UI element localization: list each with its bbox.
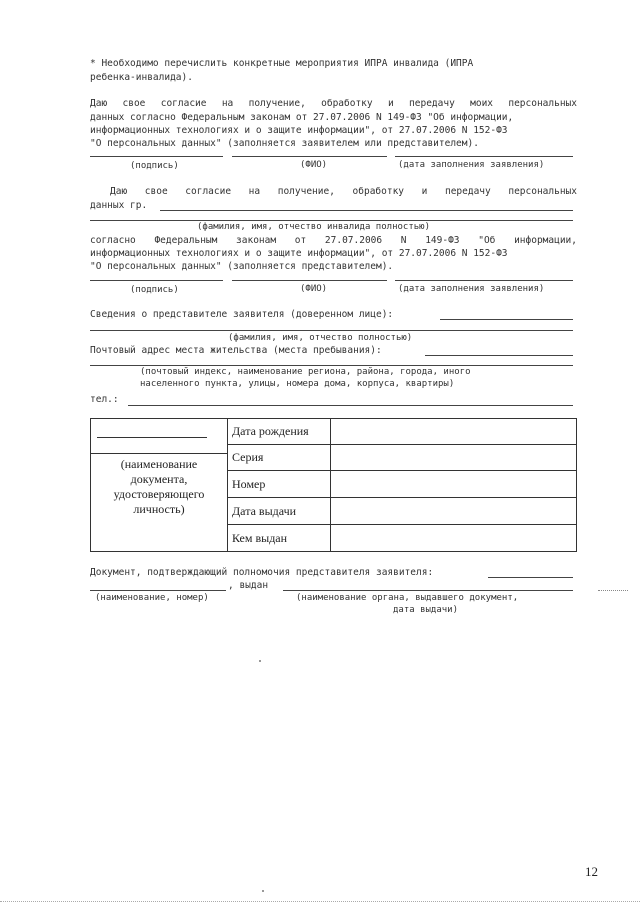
authority-issued-label: , выдан [228, 580, 269, 591]
document-name-cell[interactable] [91, 419, 228, 552]
authority-name-number-line[interactable] [90, 590, 226, 591]
consent2-fio-line[interactable] [232, 280, 387, 281]
scan-speck-2 [262, 890, 264, 892]
representative-info-label: Сведения о представителе заявителя (доверенном лице): [90, 309, 394, 320]
series-label: Серия [228, 445, 331, 471]
consent1-fio-line[interactable] [232, 156, 387, 157]
authority-document-label: Документ, подтверждающий полномочия представителя заявителя: [90, 567, 434, 578]
note-line-1: * Необходимо перечислить конкретные мероприятия ИПРА инвалида (ИПРА [90, 58, 474, 69]
consent1-fio-caption: (ФИО) [300, 160, 328, 170]
consent2-name-line-2[interactable] [90, 220, 573, 221]
representative-name-line-2[interactable] [90, 330, 573, 331]
consent1-line-2: данных согласно Федеральным законам от 27.07.2006 N 149-ФЗ "Об информации, [90, 112, 514, 123]
scan-speck [259, 660, 261, 662]
document-name-line-2[interactable] [91, 453, 227, 454]
issue-date-value[interactable] [331, 498, 577, 525]
consent2-line-1: Даю свое согласие на получение, обработку и передачу персональных [110, 186, 577, 197]
number-label: Номер [228, 471, 331, 498]
address-label: Почтовый адрес места жительства (места пребывания): [90, 345, 382, 356]
consent2-name-line-1[interactable] [160, 210, 573, 211]
document-name-caption: (наименование документа, удостоверяющего личность) [113, 457, 205, 516]
consent2-line-4: информационных технологиях и о защите информации", от 27.07.2006 N 152-ФЗ [90, 248, 508, 259]
consent2-date-line[interactable] [395, 280, 573, 281]
consent2-line-5: "О персональных данных" (заполняется представителем). [90, 261, 394, 272]
phone-line[interactable] [128, 405, 573, 406]
scan-edge-mark [598, 590, 628, 591]
consent2-fio-caption: (ФИО) [300, 284, 328, 294]
identity-document-table [90, 418, 577, 552]
consent2-line-3: согласно Федеральным законам от 27.07.2006 N 149-ФЗ "Об информации, [90, 235, 577, 246]
issued-by-label: Кем выдан [228, 525, 331, 552]
scan-bottom-edge [0, 901, 640, 902]
address-caption-1: (почтовый индекс, наименование региона, района, города, иного [140, 367, 471, 377]
consent2-fullname-caption: (фамилия, имя, отчество инвалида полностью) [197, 222, 430, 232]
birth-date-label: Дата рождения [228, 419, 331, 445]
issued-by-value[interactable] [331, 525, 577, 552]
representative-name-line-1[interactable] [440, 319, 573, 320]
consent1-line-1: Даю свое согласие на получение, обработку и передачу моих персональных [90, 98, 577, 109]
consent1-date-caption: (дата заполнения заявления) [398, 160, 545, 170]
consent2-line-2: данных гр. [90, 200, 148, 211]
authority-issuer-caption-1: (наименование органа, выдавшего документ, [296, 593, 519, 603]
authority-issuer-caption-2: дата выдачи) [393, 605, 459, 615]
address-line-2[interactable] [90, 365, 573, 366]
number-value[interactable] [331, 471, 577, 498]
consent1-signature-line[interactable] [90, 156, 223, 157]
consent1-line-4: "О персональных данных" (заполняется заявителем или представителем). [90, 138, 479, 149]
authority-document-line-1[interactable] [488, 577, 573, 578]
consent2-signature-caption: (подпись) [130, 285, 179, 295]
authority-name-number-caption: (наименование, номер) [95, 593, 209, 603]
consent1-line-3: информационных технологиях и о защите информации", от 27.07.2006 N 152-ФЗ [90, 125, 508, 136]
consent1-date-line[interactable] [395, 156, 573, 157]
consent2-signature-line[interactable] [90, 280, 223, 281]
page-number: 12 [585, 864, 598, 879]
consent1-signature-caption: (подпись) [130, 161, 179, 171]
consent2-date-caption: (дата заполнения заявления) [398, 284, 545, 294]
authority-issuer-line[interactable] [283, 590, 573, 591]
representative-fullname-caption: (фамилия, имя, отчество полностью) [228, 333, 413, 343]
issue-date-label: Дата выдачи [228, 498, 331, 525]
note-line-2: ребенка-инвалида). [90, 72, 193, 83]
birth-date-value[interactable] [331, 419, 577, 445]
document-name-line[interactable] [97, 437, 207, 438]
address-caption-2: населенного пункта, улицы, номера дома, корпуса, квартиры) [140, 379, 455, 389]
phone-label: тел.: [90, 394, 119, 405]
series-value[interactable] [331, 445, 577, 471]
address-line-1[interactable] [425, 355, 573, 356]
